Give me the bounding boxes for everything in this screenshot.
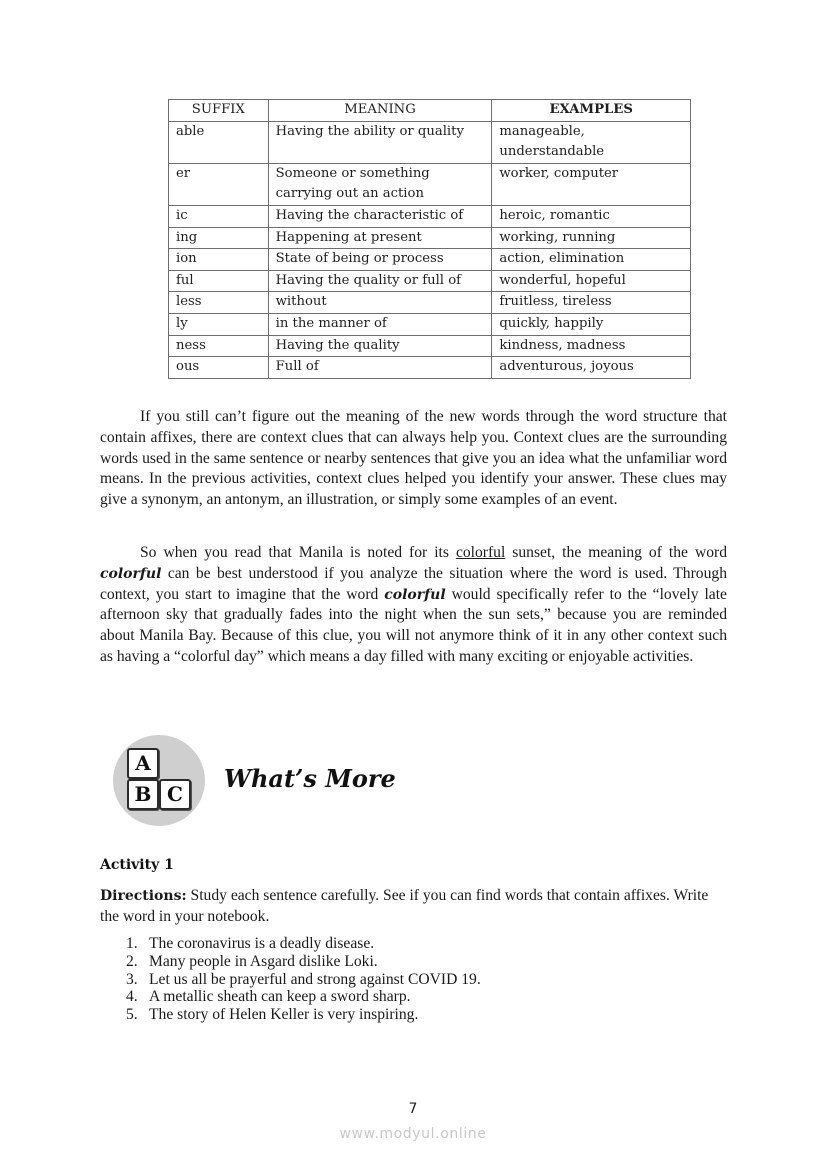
table-row xyxy=(169,292,691,314)
table-row xyxy=(169,121,691,163)
cell-meaning: Having the quality or full of xyxy=(268,270,492,292)
letter-block-c: C xyxy=(159,779,191,810)
cell-suffix: ness xyxy=(169,335,269,357)
emphasized-word: colorful xyxy=(100,565,162,582)
table-row xyxy=(169,335,691,357)
activity-sentence-list xyxy=(100,935,481,1024)
table-row xyxy=(169,313,691,335)
cell-examples: worker, computer xyxy=(492,163,691,205)
context-clues-paragraph: If you still can’t figure out the meaning of the new words through the word structure that contain affixes, there are context clues that can always help you. Context clues are the surrounding words used in the same sentence or nearby sentences that give you an idea what the unfamiliar word means. In the previous activities, context clues helped you identify your answer. These clues may give a synonym, an antonym, an illustration, or simply some examples of an event. xyxy=(100,408,727,508)
table-row xyxy=(169,249,691,271)
para2-text-1: So when you read that Manila is noted for its xyxy=(140,544,456,561)
list-item xyxy=(100,971,481,989)
table-row xyxy=(169,205,691,227)
cell-examples: quickly, happily xyxy=(492,313,691,335)
underlined-word: colorful xyxy=(455,544,506,561)
table-header-row xyxy=(169,100,691,122)
cell-examples: wonderful, hopeful xyxy=(492,270,691,292)
list-item xyxy=(100,935,481,953)
para2-text-3: can be best understood if you analyze the situation where the word is used. Through context, you start to imagine that the word xyxy=(100,564,727,603)
cell-examples: action, elimination xyxy=(492,249,691,271)
directions-text: Study each sentence carefully. See if you can find words that contain affixes. Write the word in your notebook. xyxy=(100,887,709,925)
cell-suffix: ous xyxy=(169,357,269,379)
list-item xyxy=(100,953,481,971)
letter-block-a: A xyxy=(127,748,159,779)
para2-text-4: would specifically refer to the “lovely late afternoon sky that gradually fades into the night when the sun sets,” because you are reminded about Manila Bay. Because of this clue, you will not anymore think of it in any other context such as having a “colorful day” which means a day filled with many exciting or enjoyable activities. xyxy=(100,585,727,665)
item-number: 2. xyxy=(126,952,138,970)
para2-text-2: sunset, the meaning of the word xyxy=(505,544,727,561)
cell-suffix: ion xyxy=(169,249,269,271)
table-row xyxy=(169,227,691,249)
cell-meaning: Having the quality xyxy=(268,335,492,357)
emphasized-word: colorful xyxy=(384,586,446,603)
cell-meaning: Someone or something carrying out an action xyxy=(268,163,492,205)
item-number: 5. xyxy=(126,1006,138,1024)
cell-examples: heroic, romantic xyxy=(492,205,691,227)
abc-blocks-icon xyxy=(113,735,205,826)
cell-suffix: less xyxy=(169,292,269,314)
cell-suffix: ic xyxy=(169,205,269,227)
cell-suffix: ly xyxy=(169,313,269,335)
cell-meaning: State of being or process xyxy=(268,249,492,271)
cell-meaning: without xyxy=(268,292,492,314)
table-row xyxy=(169,357,691,379)
item-text: Many people in Asgard dislike Loki. xyxy=(149,952,378,970)
cell-examples: kindness, madness xyxy=(492,335,691,357)
cell-suffix: er xyxy=(169,163,269,205)
suffix-table xyxy=(168,99,691,379)
cell-examples: working, running xyxy=(492,227,691,249)
cell-meaning: Happening at present xyxy=(268,227,492,249)
header-examples: EXAMPLES xyxy=(492,100,691,122)
directions-label: Directions: xyxy=(100,888,187,904)
item-number: 4. xyxy=(126,988,138,1006)
cell-meaning: Full of xyxy=(268,357,492,379)
cell-examples: fruitless, tireless xyxy=(492,292,691,314)
table-row xyxy=(169,163,691,205)
cell-suffix: ing xyxy=(169,227,269,249)
activity-title: Activity 1 xyxy=(100,857,174,873)
examples-text: manageable, understandable xyxy=(499,123,605,160)
colorful-example-paragraph xyxy=(100,543,727,668)
item-text: The story of Helen Keller is very inspiring. xyxy=(149,1006,419,1024)
item-number: 1. xyxy=(126,935,138,952)
cell-examples: adventurous, joyous xyxy=(492,357,691,379)
cell-meaning: Having the ability or quality xyxy=(268,121,492,163)
cell-meaning: in the manner of xyxy=(268,313,492,335)
table-row xyxy=(169,270,691,292)
cell-meaning: Having the characteristic of xyxy=(268,205,492,227)
list-item xyxy=(100,988,481,1006)
cell-suffix: ful xyxy=(169,270,269,292)
section-title: What’s More xyxy=(224,764,396,793)
activity-directions xyxy=(100,886,727,926)
cell-suffix: able xyxy=(169,121,269,163)
item-text: A metallic sheath can keep a sword sharp. xyxy=(149,988,411,1006)
item-text: The coronavirus is a deadly disease. xyxy=(149,935,375,952)
watermark-text: www.modyul.online xyxy=(339,1126,487,1142)
header-meaning: MEANING xyxy=(268,100,492,122)
list-item xyxy=(100,1006,481,1024)
item-number: 3. xyxy=(126,970,138,988)
letter-block-b: B xyxy=(127,779,159,810)
page-number: 7 xyxy=(408,1101,418,1117)
cell-examples xyxy=(492,121,691,163)
header-suffix: SUFFIX xyxy=(169,100,269,122)
item-text: Let us all be prayerful and strong against COVID 19. xyxy=(149,970,481,988)
